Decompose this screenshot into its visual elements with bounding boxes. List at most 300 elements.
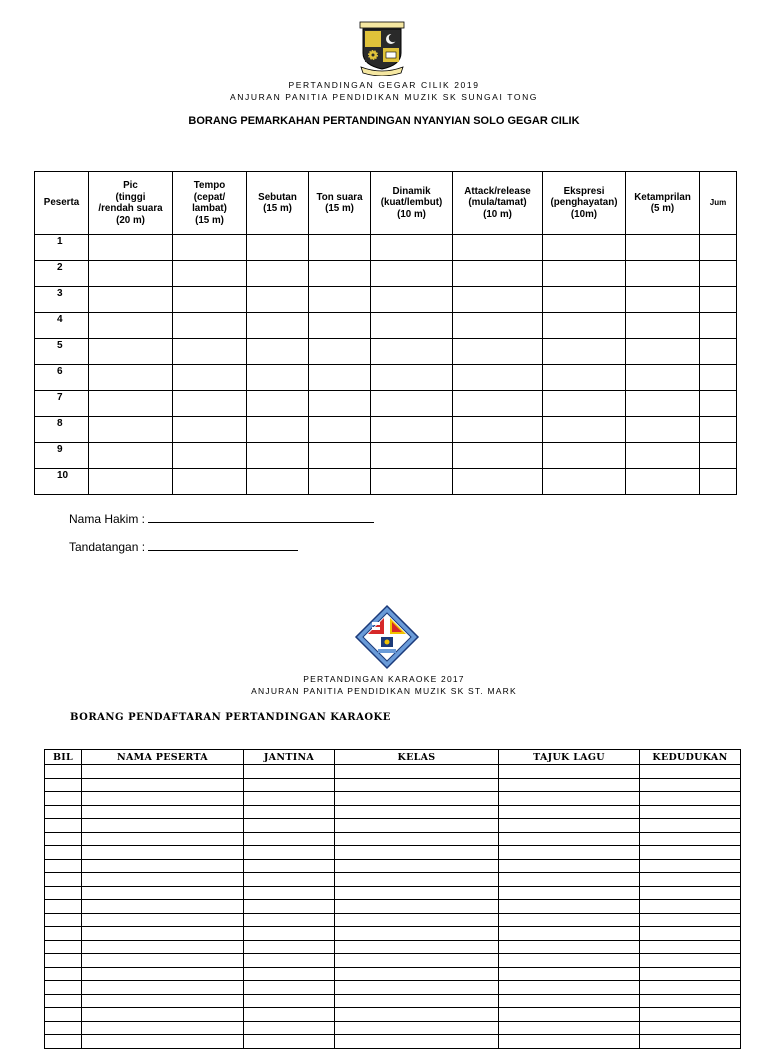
karaoke-diamond-logo: [354, 604, 420, 670]
registration-cell[interactable]: [499, 1008, 640, 1022]
score-cell[interactable]: [309, 313, 371, 339]
registration-cell[interactable]: [82, 805, 244, 819]
score-cell[interactable]: [453, 469, 543, 495]
score-cell[interactable]: [173, 469, 247, 495]
column-header-line: (15 m): [325, 203, 354, 214]
score-cell[interactable]: [309, 443, 371, 469]
registration-cell[interactable]: [499, 873, 640, 887]
registration-cell[interactable]: [499, 859, 640, 873]
registration-cell[interactable]: [335, 1035, 499, 1049]
registration-cell[interactable]: [45, 846, 82, 860]
score-cell[interactable]: [700, 365, 737, 391]
participant-number: 9: [35, 443, 89, 469]
registration-cell[interactable]: [335, 792, 499, 806]
registration-cell[interactable]: [82, 913, 244, 927]
registration-cell[interactable]: [499, 994, 640, 1008]
registration-column-header: KELAS: [335, 750, 499, 765]
registration-cell[interactable]: [499, 981, 640, 995]
registration-cell[interactable]: [45, 778, 82, 792]
score-cell[interactable]: [247, 469, 309, 495]
registration-cell[interactable]: [244, 873, 335, 887]
score-cell[interactable]: [543, 235, 626, 261]
organizer-line-sungai-tong: ANJURAN PANITIA PENDIDIKAN MUZIK SK SUNGAI TONG: [229, 92, 539, 102]
column-header-line: (15 m): [263, 203, 292, 214]
event-title-gegar-cilik: PERTANDINGAN GEGAR CILIK 2019: [288, 80, 480, 90]
registration-cell[interactable]: [335, 981, 499, 995]
score-cell[interactable]: [247, 417, 309, 443]
score-cell[interactable]: [89, 339, 173, 365]
organizer-line-st-mark: ANJURAN PANITIA PENDIDIKAN MUZIK SK ST. MARK: [251, 686, 517, 696]
score-cell[interactable]: [89, 391, 173, 417]
registration-cell[interactable]: [82, 832, 244, 846]
registration-cell[interactable]: [45, 981, 82, 995]
registration-row: [45, 1035, 741, 1049]
registration-row: [45, 954, 741, 968]
score-cell[interactable]: [700, 287, 737, 313]
score-cell[interactable]: [543, 339, 626, 365]
registration-cell[interactable]: [244, 1021, 335, 1035]
registration-cell[interactable]: [640, 900, 741, 914]
score-cell[interactable]: [453, 365, 543, 391]
registration-cell[interactable]: [45, 967, 82, 981]
score-cell[interactable]: [700, 261, 737, 287]
registration-cell[interactable]: [82, 994, 244, 1008]
scoring-row: [35, 261, 737, 287]
registration-cell[interactable]: [82, 846, 244, 860]
registration-cell[interactable]: [45, 1008, 82, 1022]
score-cell[interactable]: [626, 339, 700, 365]
score-cell[interactable]: [173, 417, 247, 443]
score-cell[interactable]: [247, 365, 309, 391]
registration-cell[interactable]: [640, 765, 741, 779]
score-cell[interactable]: [173, 391, 247, 417]
column-header-line: Pic: [123, 180, 138, 191]
registration-cell[interactable]: [244, 805, 335, 819]
registration-cell[interactable]: [82, 967, 244, 981]
registration-cell[interactable]: [640, 832, 741, 846]
participant-number: 6: [35, 365, 89, 391]
column-header-line: (mula/tamat): [468, 197, 527, 209]
event-title-karaoke: PERTANDINGAN KARAOKE 2017: [303, 674, 465, 684]
registration-cell[interactable]: [335, 1021, 499, 1035]
registration-cell[interactable]: [499, 819, 640, 833]
registration-cell[interactable]: [335, 859, 499, 873]
column-header-line: Attack/release: [464, 185, 531, 197]
participant-number: 3: [35, 287, 89, 313]
participant-number: 8: [35, 417, 89, 443]
judge-name-label: Nama Hakim :: [69, 512, 146, 526]
registration-cell[interactable]: [45, 765, 82, 779]
registration-row: [45, 765, 741, 779]
registration-cell[interactable]: [640, 954, 741, 968]
registration-cell[interactable]: [640, 981, 741, 995]
scoring-column-header: [89, 172, 173, 235]
registration-cell[interactable]: [244, 846, 335, 860]
column-header-line: (15 m): [195, 214, 224, 226]
participant-number: 2: [35, 261, 89, 287]
registration-cell[interactable]: [244, 1035, 335, 1049]
score-cell[interactable]: [371, 469, 453, 495]
registration-cell[interactable]: [499, 765, 640, 779]
registration-cell[interactable]: [45, 900, 82, 914]
registration-cell[interactable]: [335, 805, 499, 819]
registration-cell[interactable]: [640, 994, 741, 1008]
registration-cell[interactable]: [335, 994, 499, 1008]
score-cell[interactable]: [309, 417, 371, 443]
score-cell[interactable]: [247, 287, 309, 313]
score-cell[interactable]: [453, 235, 543, 261]
score-cell[interactable]: [247, 313, 309, 339]
score-cell[interactable]: [309, 469, 371, 495]
score-cell[interactable]: [543, 261, 626, 287]
registration-cell[interactable]: [45, 886, 82, 900]
scoring-column-header: [173, 172, 247, 235]
score-cell[interactable]: [543, 469, 626, 495]
registration-row: [45, 792, 741, 806]
registration-cell[interactable]: [640, 927, 741, 941]
scoring-row: [35, 235, 737, 261]
registration-cell[interactable]: [335, 967, 499, 981]
column-header-line: (tinggi: [115, 191, 146, 203]
registration-cell[interactable]: [244, 994, 335, 1008]
score-cell[interactable]: [626, 261, 700, 287]
registration-cell[interactable]: [244, 940, 335, 954]
signature-field: [69, 539, 298, 554]
score-cell[interactable]: [626, 391, 700, 417]
score-cell[interactable]: [309, 339, 371, 365]
registration-cell[interactable]: [45, 1035, 82, 1049]
score-cell[interactable]: [371, 339, 453, 365]
registration-cell[interactable]: [244, 778, 335, 792]
registration-cell[interactable]: [335, 940, 499, 954]
score-cell[interactable]: [247, 261, 309, 287]
registration-row: [45, 819, 741, 833]
registration-cell[interactable]: [640, 967, 741, 981]
registration-row: [45, 994, 741, 1008]
participant-number: 10: [35, 469, 89, 495]
registration-cell[interactable]: [82, 927, 244, 941]
registration-cell[interactable]: [640, 913, 741, 927]
registration-cell[interactable]: [499, 954, 640, 968]
registration-cell[interactable]: [335, 765, 499, 779]
registration-row: [45, 900, 741, 914]
score-cell[interactable]: [89, 313, 173, 339]
score-cell[interactable]: [626, 365, 700, 391]
registration-cell[interactable]: [499, 967, 640, 981]
column-header-line: (20 m): [116, 214, 145, 226]
score-cell[interactable]: [89, 235, 173, 261]
registration-column-header: TAJUK LAGU: [499, 750, 640, 765]
registration-cell[interactable]: [82, 886, 244, 900]
score-cell[interactable]: [371, 443, 453, 469]
score-cell[interactable]: [173, 313, 247, 339]
score-cell[interactable]: [173, 365, 247, 391]
score-cell[interactable]: [626, 287, 700, 313]
score-cell[interactable]: [309, 287, 371, 313]
column-header-line: Ketamprilan: [634, 191, 691, 203]
registration-row: [45, 981, 741, 995]
registration-cell[interactable]: [45, 994, 82, 1008]
column-header-line: (10 m): [397, 208, 426, 220]
registration-cell[interactable]: [244, 927, 335, 941]
registration-cell[interactable]: [335, 927, 499, 941]
registration-cell[interactable]: [640, 805, 741, 819]
participant-number: 4: [35, 313, 89, 339]
score-cell[interactable]: [543, 287, 626, 313]
score-cell[interactable]: [309, 261, 371, 287]
registration-cell[interactable]: [640, 819, 741, 833]
registration-cell[interactable]: [45, 1021, 82, 1035]
score-cell[interactable]: [626, 469, 700, 495]
score-cell[interactable]: [626, 235, 700, 261]
registration-table: [44, 749, 741, 1049]
score-cell[interactable]: [247, 391, 309, 417]
scoring-table-header: [35, 172, 737, 235]
registration-row: [45, 846, 741, 860]
registration-cell[interactable]: [335, 913, 499, 927]
registration-cell[interactable]: [335, 886, 499, 900]
scoring-row: [35, 469, 737, 495]
registration-cell[interactable]: [82, 792, 244, 806]
score-cell[interactable]: [173, 443, 247, 469]
registration-cell[interactable]: [82, 1021, 244, 1035]
registration-cell[interactable]: [499, 913, 640, 927]
column-header-line: lambat): [192, 203, 227, 214]
score-cell[interactable]: [453, 339, 543, 365]
column-header-line: Ekspresi: [563, 185, 605, 197]
registration-cell[interactable]: [640, 1035, 741, 1049]
registration-cell[interactable]: [244, 981, 335, 995]
registration-cell[interactable]: [499, 778, 640, 792]
registration-cell[interactable]: [499, 886, 640, 900]
registration-row: [45, 832, 741, 846]
registration-cell[interactable]: [45, 832, 82, 846]
score-cell[interactable]: [543, 391, 626, 417]
registration-cell[interactable]: [244, 765, 335, 779]
registration-row: [45, 913, 741, 927]
registration-row: [45, 1008, 741, 1022]
score-cell[interactable]: [309, 235, 371, 261]
registration-column-header: BIL: [45, 750, 82, 765]
signature-label: Tandatangan :: [69, 540, 146, 554]
score-cell[interactable]: [453, 261, 543, 287]
registration-column-header: NAMA PESERTA: [82, 750, 244, 765]
score-cell[interactable]: [543, 417, 626, 443]
judge-name-field: [69, 511, 374, 526]
column-header-line: (cepat/: [193, 191, 226, 203]
score-cell[interactable]: [453, 313, 543, 339]
registration-cell[interactable]: [499, 846, 640, 860]
registration-cell[interactable]: [640, 846, 741, 860]
registration-cell[interactable]: [335, 1008, 499, 1022]
registration-row: [45, 940, 741, 954]
score-cell[interactable]: [700, 313, 737, 339]
registration-cell[interactable]: [335, 832, 499, 846]
registration-cell[interactable]: [499, 900, 640, 914]
score-cell[interactable]: [371, 365, 453, 391]
registration-cell[interactable]: [640, 1021, 741, 1035]
registration-cell[interactable]: [335, 846, 499, 860]
registration-cell[interactable]: [45, 792, 82, 806]
registration-cell[interactable]: [499, 940, 640, 954]
registration-cell[interactable]: [45, 927, 82, 941]
scoring-row: [35, 443, 737, 469]
score-cell[interactable]: [173, 261, 247, 287]
signature-input-line[interactable]: [148, 539, 298, 551]
registration-cell[interactable]: [82, 981, 244, 995]
score-cell[interactable]: [89, 287, 173, 313]
score-cell[interactable]: [700, 443, 737, 469]
registration-cell[interactable]: [244, 819, 335, 833]
score-cell[interactable]: [543, 365, 626, 391]
score-cell[interactable]: [700, 391, 737, 417]
registration-cell[interactable]: [244, 913, 335, 927]
score-cell[interactable]: [371, 287, 453, 313]
registration-cell[interactable]: [82, 954, 244, 968]
score-cell[interactable]: [371, 235, 453, 261]
registration-cell[interactable]: [244, 900, 335, 914]
registration-cell[interactable]: [640, 940, 741, 954]
registration-cell[interactable]: [82, 778, 244, 792]
score-cell[interactable]: [453, 417, 543, 443]
score-cell[interactable]: [247, 235, 309, 261]
column-header-line: Jum: [709, 198, 727, 208]
registration-cell[interactable]: [45, 954, 82, 968]
registration-cell[interactable]: [82, 900, 244, 914]
registration-row: [45, 886, 741, 900]
registration-cell[interactable]: [640, 792, 741, 806]
registration-cell[interactable]: [499, 1035, 640, 1049]
registration-cell[interactable]: [335, 900, 499, 914]
registration-cell[interactable]: [82, 1008, 244, 1022]
registration-cell[interactable]: [499, 792, 640, 806]
registration-cell[interactable]: [244, 967, 335, 981]
scoring-table: [34, 171, 737, 495]
scoring-column-header: [626, 172, 700, 235]
scoring-column-header: [700, 172, 737, 235]
score-cell[interactable]: [543, 313, 626, 339]
registration-cell[interactable]: [82, 765, 244, 779]
score-cell[interactable]: [626, 313, 700, 339]
scoring-row: [35, 391, 737, 417]
scoring-column-header: [247, 172, 309, 235]
registration-cell[interactable]: [244, 792, 335, 806]
column-header-line: Tempo: [193, 180, 226, 191]
registration-cell[interactable]: [244, 886, 335, 900]
score-cell[interactable]: [371, 391, 453, 417]
registration-cell[interactable]: [45, 859, 82, 873]
score-cell[interactable]: [700, 339, 737, 365]
score-cell[interactable]: [309, 391, 371, 417]
score-cell[interactable]: [371, 313, 453, 339]
score-cell[interactable]: [626, 417, 700, 443]
scoring-row: [35, 313, 737, 339]
registration-column-header: KEDUDUKAN: [640, 750, 741, 765]
registration-cell[interactable]: [335, 954, 499, 968]
score-cell[interactable]: [247, 443, 309, 469]
registration-cell[interactable]: [335, 819, 499, 833]
score-cell[interactable]: [700, 417, 737, 443]
registration-table-header: [45, 750, 741, 765]
score-cell[interactable]: [89, 417, 173, 443]
registration-cell[interactable]: [244, 832, 335, 846]
score-cell[interactable]: [453, 391, 543, 417]
registration-row: [45, 873, 741, 887]
registration-cell[interactable]: [244, 954, 335, 968]
registration-cell[interactable]: [244, 859, 335, 873]
column-header-line: (5 m): [650, 203, 675, 214]
score-cell[interactable]: [173, 339, 247, 365]
score-cell[interactable]: [453, 287, 543, 313]
score-cell[interactable]: [700, 235, 737, 261]
registration-cell[interactable]: [499, 927, 640, 941]
scoring-column-header: [543, 172, 626, 235]
score-cell[interactable]: [173, 287, 247, 313]
judge-name-input-line[interactable]: [148, 511, 374, 523]
registration-cell[interactable]: [640, 1008, 741, 1022]
score-cell[interactable]: [543, 443, 626, 469]
score-cell[interactable]: [700, 469, 737, 495]
registration-cell[interactable]: [640, 859, 741, 873]
score-cell[interactable]: [626, 443, 700, 469]
scoring-column-header: [453, 172, 543, 235]
registration-cell[interactable]: [82, 940, 244, 954]
registration-cell[interactable]: [45, 819, 82, 833]
registration-cell[interactable]: [499, 832, 640, 846]
registration-cell[interactable]: [82, 819, 244, 833]
registration-form-title: BORANG PENDAFTARAN PERTANDINGAN KARAOKE: [70, 712, 391, 723]
score-cell[interactable]: [309, 365, 371, 391]
registration-cell[interactable]: [82, 1035, 244, 1049]
column-header-line: Peserta: [43, 197, 80, 209]
registration-cell[interactable]: [45, 805, 82, 819]
registration-row: [45, 859, 741, 873]
registration-cell[interactable]: [244, 1008, 335, 1022]
registration-cell[interactable]: [640, 886, 741, 900]
score-cell[interactable]: [371, 417, 453, 443]
scoring-row: [35, 365, 737, 391]
column-header-line: (kuat/lembut): [380, 197, 443, 209]
registration-cell[interactable]: [82, 859, 244, 873]
registration-cell[interactable]: [45, 940, 82, 954]
score-cell[interactable]: [89, 469, 173, 495]
registration-cell[interactable]: [640, 778, 741, 792]
column-header-line: (10m): [570, 208, 598, 220]
registration-cell[interactable]: [45, 913, 82, 927]
column-header-line: (10 m): [483, 208, 512, 220]
score-cell[interactable]: [89, 261, 173, 287]
registration-cell[interactable]: [335, 873, 499, 887]
scoring-column-header: [35, 172, 89, 235]
score-cell[interactable]: [371, 261, 453, 287]
registration-cell[interactable]: [499, 1021, 640, 1035]
participant-number: 7: [35, 391, 89, 417]
registration-cell[interactable]: [499, 805, 640, 819]
registration-cell[interactable]: [640, 873, 741, 887]
scoring-row: [35, 417, 737, 443]
score-cell[interactable]: [247, 339, 309, 365]
registration-cell[interactable]: [45, 873, 82, 887]
score-cell[interactable]: [173, 235, 247, 261]
score-cell[interactable]: [89, 443, 173, 469]
registration-cell[interactable]: [82, 873, 244, 887]
column-header-line: Ton suara: [316, 191, 363, 203]
score-cell[interactable]: [89, 365, 173, 391]
scoring-row: [35, 287, 737, 313]
scoring-form-title: BORANG PEMARKAHAN PERTANDINGAN NYANYIAN SOLO GEGAR CILIK: [188, 115, 580, 127]
score-cell[interactable]: [453, 443, 543, 469]
registration-cell[interactable]: [335, 778, 499, 792]
